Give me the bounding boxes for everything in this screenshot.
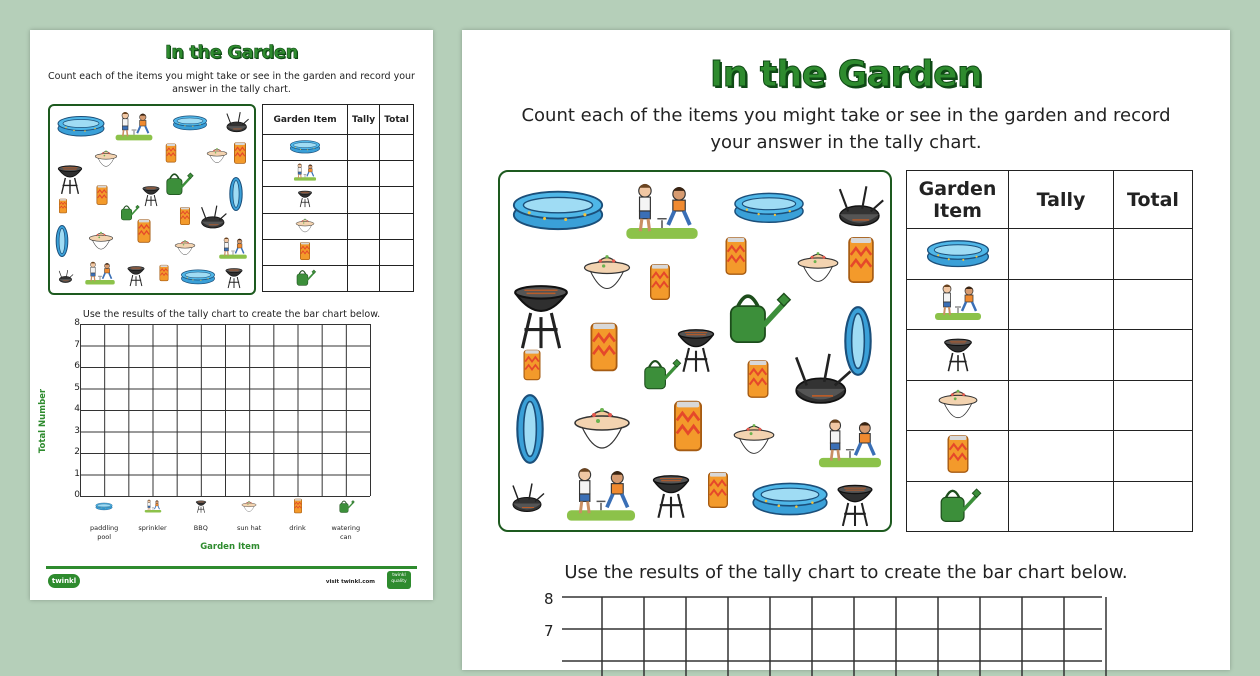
sprinkler-icon (907, 279, 1009, 330)
worksheet-title-large: In the Garden (709, 54, 983, 95)
y-tick-label: 0 (74, 490, 80, 500)
worksheet-title: In the Garden (165, 42, 298, 63)
table-row (263, 161, 414, 187)
bar-chart-instructions-large: Use the results of the tally chart to create the bar chart below. (564, 562, 1128, 583)
y-tick-7-large: 7 (544, 622, 554, 640)
sprinkler-icon (144, 498, 162, 514)
y-tick-8-large: 8 (544, 590, 554, 608)
paddling-pool-icon (263, 135, 348, 161)
tally-cell[interactable] (348, 240, 380, 266)
total-cell[interactable] (380, 161, 414, 187)
worksheet-preview-small (30, 30, 433, 600)
worksheet-instructions: Count each of the items you might take or see in the garden and record your answer in the tally chart. (48, 71, 415, 95)
category-label: BBQ (193, 524, 208, 532)
tally-cell[interactable] (348, 135, 380, 161)
worksheet-instructions-large: Count each of the items you might take or see in the garden and record your answer in the tally chart. (521, 105, 1171, 153)
header-garden-item-large: Garden Item (907, 171, 1009, 229)
watering-can-icon (907, 481, 1009, 532)
y-tick-label: 1 (74, 468, 80, 479)
y-tick-label: 2 (74, 447, 80, 457)
category-label: watering can (331, 524, 361, 541)
bbq-icon (263, 187, 348, 214)
quality-badge: twinkl quality (387, 571, 411, 589)
drink-can-icon (263, 240, 348, 266)
sun-hat-icon (240, 498, 258, 514)
header-tally: Tally (348, 105, 380, 135)
category-label: sun hat (236, 524, 262, 532)
sun-hat-icon (263, 214, 348, 240)
tally-table-large (906, 170, 1193, 532)
total-cell[interactable] (380, 266, 414, 292)
tally-cell[interactable] (348, 266, 380, 292)
y-tick-label: 4 (74, 404, 80, 414)
sprinkler-icon (263, 161, 348, 187)
total-cell[interactable] (1114, 481, 1193, 532)
watering-can-icon (337, 498, 355, 514)
bar-chart-instructions: Use the results of the tally chart to create the bar chart below. (82, 309, 381, 320)
y-tick-label: 7 (74, 339, 80, 350)
bar-chart-grid[interactable] (80, 324, 370, 496)
total-cell[interactable] (1114, 279, 1193, 330)
paddling-pool-icon (907, 229, 1009, 280)
y-tick-label: 3 (74, 425, 80, 436)
paddling-pool-icon (95, 498, 113, 514)
tally-cell[interactable] (348, 187, 380, 214)
header-total-large: Total (1114, 171, 1193, 229)
total-cell[interactable] (380, 187, 414, 214)
watering-can-icon (263, 266, 348, 292)
worksheet-zoomed (462, 30, 1230, 670)
total-cell[interactable] (380, 240, 414, 266)
header-garden-item: Garden Item (263, 105, 348, 135)
tally-cell[interactable] (348, 161, 380, 187)
tally-cell[interactable] (1009, 431, 1114, 482)
table-row (263, 187, 414, 214)
table-row (907, 431, 1193, 482)
total-cell[interactable] (1114, 431, 1193, 482)
tally-cell[interactable] (1009, 380, 1114, 431)
picture-scene-box-large (498, 170, 892, 532)
table-row (263, 214, 414, 240)
y-axis-title: Total Number (38, 388, 48, 454)
tally-cell[interactable] (1009, 279, 1114, 330)
table-row (907, 481, 1193, 532)
visit-link[interactable]: visit twinkl.com (325, 579, 375, 585)
table-row (907, 330, 1193, 381)
tally-cell[interactable] (1009, 229, 1114, 280)
picture-scene-box (48, 104, 256, 295)
table-row (263, 240, 414, 266)
header-tally-large: Tally (1009, 171, 1114, 229)
drink-can-icon (289, 498, 307, 514)
footer (46, 566, 417, 588)
table-row (263, 266, 414, 292)
y-tick-label: 5 (74, 382, 80, 393)
category-label: drink (289, 524, 306, 532)
total-cell[interactable] (380, 135, 414, 161)
total-cell[interactable] (1114, 330, 1193, 381)
table-row (263, 135, 414, 161)
table-row (907, 380, 1193, 431)
total-cell[interactable] (380, 214, 414, 240)
x-axis-title: Garden Item (200, 542, 260, 552)
bbq-icon (907, 330, 1009, 381)
total-cell[interactable] (1114, 380, 1193, 431)
tally-table-small (262, 104, 414, 292)
bbq-icon (192, 498, 210, 514)
bar-chart-grid-large[interactable] (562, 596, 1122, 676)
tally-cell[interactable] (1009, 330, 1114, 381)
sun-hat-icon (907, 380, 1009, 431)
y-tick-label: 6 (74, 361, 80, 371)
tally-cell[interactable] (348, 214, 380, 240)
drink-can-icon (907, 431, 1009, 482)
category-label: sprinkler (138, 524, 167, 532)
twinkl-logo[interactable]: twinkl (48, 574, 80, 588)
table-row (907, 229, 1193, 280)
tally-cell[interactable] (1009, 481, 1114, 532)
header-total: Total (380, 105, 414, 135)
table-row (907, 279, 1193, 330)
total-cell[interactable] (1114, 229, 1193, 280)
category-label: paddling pool (90, 524, 119, 541)
y-tick-label: 8 (74, 318, 80, 328)
